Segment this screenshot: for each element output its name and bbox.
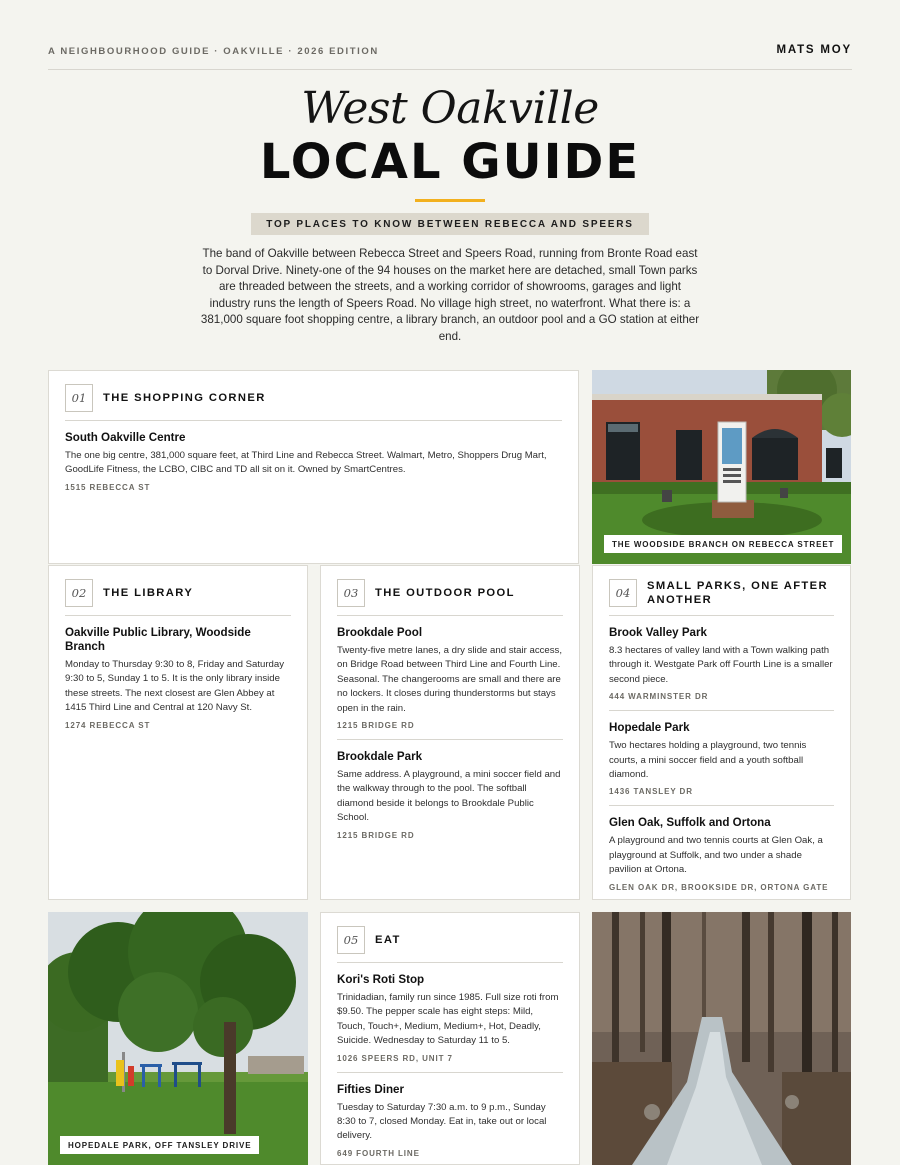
section-card-pool [320,565,580,900]
list-item [337,616,563,740]
place-address: 1215 BRIDGE RD [337,721,415,731]
section-card-shopping [48,370,579,564]
place-address: 1026 SPEERS RD, UNIT 7 [337,1053,453,1063]
section-card-eat [320,912,580,1165]
author-name: MATS MOY [776,44,852,56]
place-address: 444 WARMINSTER DR [609,692,709,702]
section-card-library [48,565,308,900]
place-name: South Oakville Centre [65,431,186,444]
section-number: 01 [65,384,93,412]
section-header [609,579,834,616]
library-photo [592,370,851,564]
photo-caption: HOPEDALE PARK, OFF TANSLEY DRIVE [60,1136,259,1154]
list-item [609,616,834,711]
list-item [609,711,834,806]
section-header [337,579,563,616]
section-number: 04 [609,579,637,607]
place-name: Brookdale Pool [337,626,423,639]
section-title: SMALL PARKS, ONE AFTER ANOTHER [647,580,829,606]
accent-rule [415,199,485,202]
section-title: THE SHOPPING CORNER [103,392,266,404]
place-name: Brook Valley Park [609,626,707,639]
place-name: Oakville Public Library, Woodside Branch [65,626,251,653]
creek-photo [592,912,851,1165]
list-item [337,963,563,1073]
section-number: 03 [337,579,365,607]
section-number: 05 [337,926,365,954]
section-header [65,384,562,421]
page-title: LOCAL GUIDE [259,134,641,190]
list-item [609,806,834,900]
place-address: 1274 REBECCA ST [65,720,151,730]
place-name: Hopedale Park [609,721,690,735]
section-header [337,926,563,963]
photo-caption: THE WOODSIDE BRANCH ON REBECCA STREET [604,535,842,553]
place-name: Fifties Diner [337,1082,404,1096]
section-title: THE LIBRARY [103,587,194,599]
hero [0,84,900,235]
list-item [337,740,563,849]
place-description: 8.3 hectares of valley land with a Town walking path through it. Westgate Park off Fourth Line is a smaller second piece. [609,645,833,685]
list-item [65,616,291,739]
place-description: Twenty-five metre lanes, a dry slide and stair access, on Bridge Road between Third Line and Fourth Line. Seasonal. The changerooms are small and there are no lockers. It closes during thunderstorms but stays open in the rain. [337,645,563,714]
place-name: Kori's Roti Stop [337,973,425,986]
place-description: The one big centre, 381,000 square feet, at Third Line and Rebecca Street. Walmart, Metro, Shoppers Drug Mart, GoodLife Fitness, the LCBO, CIBC and TD all sit on it. Owned by SmartCentres. [65,450,547,476]
top-bar [48,44,852,70]
place-description: Tuesday to Saturday 7:30 a.m. to 9 p.m., Sunday 8:30 to 7, closed Monday. Eat in, take out or local delivery. [337,1101,547,1142]
section-number: 02 [65,579,93,607]
place-address: 1515 REBECCA ST [65,482,151,492]
place-name: Glen Oak, Suffolk and Ortona [609,816,771,830]
place-address: 649 FOURTH LINE [337,1148,420,1158]
park-tree-image [48,912,308,1165]
section-card-parks [592,565,851,900]
place-name: Brookdale Park [337,750,423,764]
edition-label: A NEIGHBOURHOOD GUIDE · OAKVILLE · 2026 EDITION [48,46,379,57]
tagline-badge: TOP PLACES TO KNOW BETWEEN REBECCA AND SPEERS [251,213,649,235]
intro-paragraph: The band of Oakville between Rebecca Street and Speers Road, running from Bronte Road east to Dorval Drive. Ninety-one of the 94 houses on the market here are detached, small Town parks are threaded between the streets, and a working corridor of showrooms, garages and light industry runs the length of Speers Road. No village high street, no waterfront. What there is: a 381,000 square foot shopping centre, a library branch, an outdoor pool and a GO station at either end. [200,247,700,343]
place-description: Monday to Thursday 9:30 to 8, Friday and Saturday 9:30 to 5, Sunday 1 to 5. It is the only library inside these streets. The next closest are Glen Abbey at 1415 Third Line and Central at 120 Navy St. [65,659,285,714]
place-description: A playground and two tennis courts at Glen Oak, a playground at Suffolk, and two under a shade pavilion at Ortona. [609,835,823,876]
section-title: THE OUTDOOR POOL [375,587,515,599]
list-item [65,421,562,501]
script-title: West Oakville [301,83,599,134]
list-item [337,1073,563,1165]
place-description: Same address. A playground, a mini soccer field and the walkway through to the pool. The softball diamond beside it belongs to Brookdale Public School. [337,769,561,824]
place-description: Trinidadian, family run since 1985. Full size roti from $9.50. The pepper scale has eight steps: Mild, Touch, Touch+, Medium, Medium+, Hot, Deadly, Suicide. Wednesday to Saturday 11 to 5. [337,992,559,1047]
place-description: Two hectares holding a playground, two tennis courts, a mini soccer field and a youth softball diamond. [609,740,807,781]
creek-forest-image [592,912,851,1165]
place-address: 1215 BRIDGE RD [337,830,415,840]
place-address: 1436 TANSLEY DR [609,787,693,797]
place-address: GLEN OAK DR, BROOKSIDE DR, ORTONA GATE [609,882,829,892]
section-title: EAT [375,934,401,946]
park-photo [48,912,308,1165]
section-header [65,579,291,616]
